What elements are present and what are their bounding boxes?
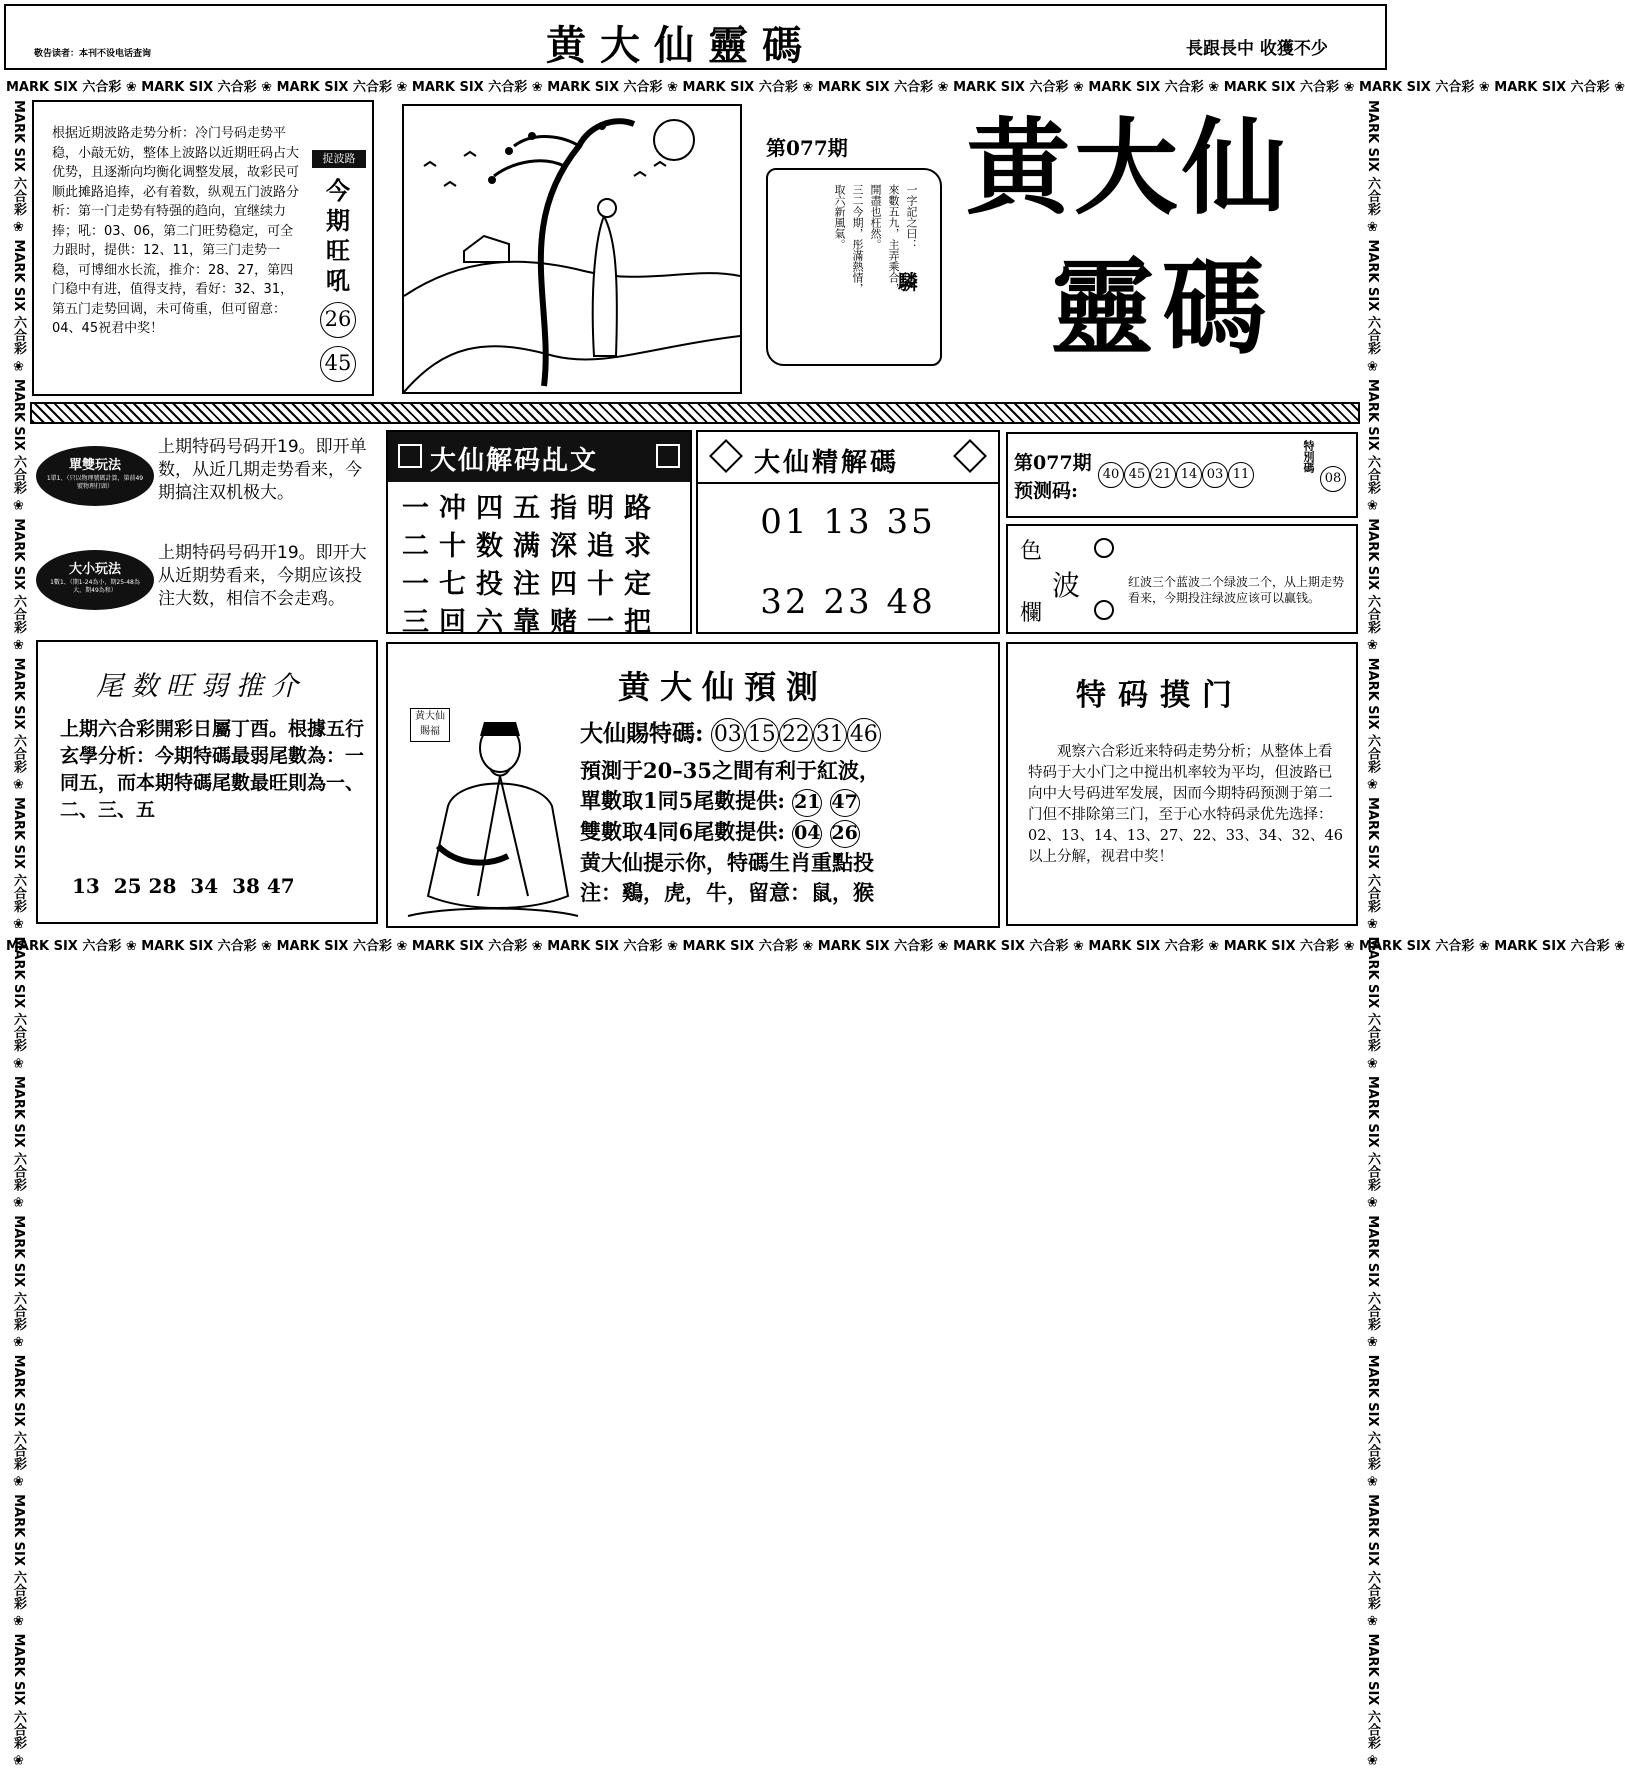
scroll-char: 驎 xyxy=(898,270,918,294)
forecast-box xyxy=(1006,432,1358,518)
hatched-divider xyxy=(30,402,1360,424)
frame-icon xyxy=(656,444,680,468)
illustration-box xyxy=(402,104,742,394)
door-box xyxy=(1006,642,1358,926)
gift-row xyxy=(580,718,990,752)
gift-number: 46 xyxy=(847,718,881,752)
riddle-line: 三回六靠赌一把 xyxy=(402,607,661,638)
big-small-badge xyxy=(36,550,154,610)
riddle-header xyxy=(388,432,690,482)
scroll-col: 三二今期，彤滿熱情， xyxy=(851,184,864,294)
wave-analysis-text: 根据近期波路走势分析：冷门号码走势平稳，小敲无妨，整体上波路以近期旺码占大优势，且逐渐向均衡化调整发展，故彩民可顺此摊路追捧，必有着数，纵观五门波路分析：第一门走势有特强的趋向，宜继续力捧；吼：03、06，第二门旺势稳定，可全力跟时，提供：12、11，第三门走势一稳，可博细水长流，推介：28、27，第四门稳中有进，值得支持，看好：32、31，第五门走势回调，未可倚重，但可留意：04、45祝君中奖！ xyxy=(52,126,300,336)
side-char: 今 xyxy=(326,176,350,205)
color-wave-char: 色 xyxy=(1020,539,1043,564)
logo-line-1: 黄大仙 xyxy=(966,106,1291,229)
forecast-number: 40 xyxy=(1098,462,1124,488)
gift-label: 大仙賜特碼: xyxy=(580,720,704,747)
wave-tag: 捉波路 xyxy=(312,150,366,168)
prediction-content xyxy=(580,718,990,908)
scroll-col: 開盡也枉然。 xyxy=(869,184,882,250)
riddle-lines xyxy=(402,490,661,642)
forecast-number: 45 xyxy=(1124,462,1150,488)
border-bottom: MARK SIX 六合彩 ❀ MARK SIX 六合彩 ❀ MARK SIX 六合彩 ❀ MARK SIX 六合彩 ❀ MARK SIX 六合彩 ❀ MARK SIX 六合彩 ❀ MARK SIX 六合彩 ❀ MARK SIX 六合彩 ❀ MARK SIX 六合彩 ❀ MARK SIX 六合彩 ❀ MARK SIX 六合彩 ❀ MARK SIX 六合彩 ❀ xyxy=(6,939,1625,954)
forecast-number: 11 xyxy=(1228,462,1254,488)
riddle-box xyxy=(386,430,692,638)
issue-label: 第077期 xyxy=(766,136,848,160)
odd-even-badge-label: 單雙玩法 xyxy=(68,458,121,473)
riddle-line: 一七投注四十定 xyxy=(402,569,661,600)
precise-row-2: 32 23 48 xyxy=(760,582,936,622)
prediction-line-1: 預測于20–35之間有利于紅波， xyxy=(580,758,880,783)
prediction-box xyxy=(386,642,1000,928)
border-right: MARK SIX 六合彩 ❀ MARK SIX 六合彩 ❀ MARK SIX 六合彩 ❀ MARK SIX 六合彩 ❀ MARK SIX 六合彩 ❀ MARK SIX 六合彩 ❀ MARK SIX 六合彩 ❀ MARK SIX 六合彩 ❀ MARK SIX 六合彩 ❀ MARK SIX 六合彩 ❀ MARK SIX 六合彩 ❀ MARK SIX 六合彩 ❀ xyxy=(1365,100,1380,1768)
forecast-issue: 第077期 xyxy=(1014,452,1092,474)
wave-number-1: 26 xyxy=(320,302,356,338)
frame-icon xyxy=(398,444,422,468)
wave-side-chars xyxy=(318,176,358,296)
side-char: 旺 xyxy=(326,236,350,265)
gift-number: 22 xyxy=(779,718,813,752)
color-wave-box xyxy=(1006,524,1358,634)
odd-even-badge xyxy=(36,446,154,506)
tail-title: 尾数旺弱推介 xyxy=(96,671,306,702)
color-wave-char: 波 xyxy=(1052,569,1081,602)
scroll xyxy=(766,168,942,366)
odd-label: 單數取1同5尾數提供: xyxy=(580,788,785,813)
odd-row xyxy=(580,786,990,817)
prediction-line-4: 黄大仙提示你，特碼生肖重點投 xyxy=(580,850,874,875)
forecast-number: 21 xyxy=(1150,462,1176,488)
odd-even-text: 上期特码号码开19。即开单数，从近几期走势看来，今期搞注双机极大。 xyxy=(158,437,367,503)
scroll-col: 一字記之曰： xyxy=(905,184,918,250)
diamond-icon xyxy=(709,439,743,473)
door-title: 特码摸门 xyxy=(1076,678,1244,713)
gift-number: 03 xyxy=(711,718,745,752)
even-number: 04 xyxy=(792,820,822,848)
special-number: 08 xyxy=(1320,466,1346,492)
circle-icon xyxy=(1094,600,1114,620)
border-left: MARK SIX 六合彩 ❀ MARK SIX 六合彩 ❀ MARK SIX 六合彩 ❀ MARK SIX 六合彩 ❀ MARK SIX 六合彩 ❀ MARK SIX 六合彩 ❀ MARK SIX 六合彩 ❀ MARK SIX 六合彩 ❀ MARK SIX 六合彩 ❀ MARK SIX 六合彩 ❀ MARK SIX 六合彩 ❀ MARK SIX 六合彩 ❀ xyxy=(11,100,26,1768)
odd-number: 47 xyxy=(830,789,860,817)
big-small-badge-note: 1數1、（期1-24為小，期25-48為大，期49為和） xyxy=(50,579,140,594)
forecast-number: 03 xyxy=(1202,462,1228,488)
odd-even-badge-note: 1單1、（只以物理號碼計算，第前49號物理打頭） xyxy=(46,475,144,490)
forecast-number: 14 xyxy=(1176,462,1202,488)
logo-line-2: 靈碼 xyxy=(1050,246,1275,369)
precise-title: 大仙精解碼 xyxy=(754,448,900,478)
forecast-numbers xyxy=(1098,462,1254,488)
seal-text-2: 賜福 xyxy=(420,726,440,737)
big-small-text: 上期特码号码开19。即开大从近期势看来，今期应该投注大数，相信不会走鸡。 xyxy=(158,543,367,609)
notice-text: 敬告读者：本刊不设电话查询 xyxy=(34,49,152,59)
even-row xyxy=(580,817,990,848)
slogan: 長跟長中 收獲不少 xyxy=(1186,39,1328,59)
precise-box xyxy=(696,430,1000,634)
color-wave-text: 红波三个蓝波二个绿波二个，从上期走势看来，今期投注绿波应该可以赢钱。 xyxy=(1128,575,1345,605)
gift-number: 15 xyxy=(745,718,779,752)
wave-number-2: 45 xyxy=(320,346,356,382)
scroll-col: 取六新風氣。 xyxy=(833,184,846,250)
forecast-label: 预测码: xyxy=(1014,480,1079,502)
seal-text: 黄大仙 xyxy=(415,711,445,722)
scroll-col: 來數五九，主弄乘合， xyxy=(887,184,900,294)
wave-analysis-box xyxy=(32,100,374,396)
even-label: 雙數取4同6尾數提供: xyxy=(580,819,785,844)
logo xyxy=(960,100,1340,390)
sage-figure-illustration xyxy=(408,716,578,922)
prediction-line-5: 注：鷄，虎，牛，留意：鼠，猴 xyxy=(580,880,874,905)
door-text: 观察六合彩近来特码走势分析；从整体上看特码于大小门之中搅出机率较为平均，但波路已向中大号码进军发展，因而今期特码预测于第二门但不排除第三门，至于心水特码录优先选择：02、13、14、13、27、22、33、34、32、46以上分解，视君中奖！ xyxy=(1028,744,1344,865)
diamond-icon xyxy=(953,439,987,473)
odd-number: 21 xyxy=(792,789,822,817)
header-bar xyxy=(4,4,1387,70)
sage-landscape-illustration xyxy=(404,106,740,392)
precise-row-1: 01 13 35 xyxy=(760,502,936,542)
circle-icon xyxy=(1094,538,1114,558)
border-top: MARK SIX 六合彩 ❀ MARK SIX 六合彩 ❀ MARK SIX 六合彩 ❀ MARK SIX 六合彩 ❀ MARK SIX 六合彩 ❀ MARK SIX 六合彩 ❀ MARK SIX 六合彩 ❀ MARK SIX 六合彩 ❀ MARK SIX 六合彩 ❀ MARK SIX 六合彩 ❀ MARK SIX 六合彩 ❀ MARK SIX 六合彩 ❀ xyxy=(6,80,1625,95)
precise-header xyxy=(698,432,998,484)
riddle-line: 一冲四五指明路 xyxy=(402,493,661,524)
special-label: 特別碼 xyxy=(1302,440,1315,473)
riddle-title: 大仙解码乩文 xyxy=(430,446,599,476)
gift-number: 31 xyxy=(813,718,847,752)
tail-box xyxy=(36,640,378,924)
tail-numbers: 13 25 28 34 38 47 xyxy=(72,874,295,898)
color-wave-char: 欄 xyxy=(1020,601,1043,626)
side-char: 期 xyxy=(326,206,350,235)
page-title: 黄大仙靈碼 xyxy=(546,22,816,69)
tail-text: 上期六合彩開彩日屬丁酉。根據五行玄學分析：今期特碼最弱尾數為：一同五，而本期特碼尾數最旺則為一、二、三、五 xyxy=(60,718,365,821)
riddle-line: 二十数满深追求 xyxy=(402,531,661,562)
side-char: 吼 xyxy=(326,266,350,295)
big-small-badge-label: 大小玩法 xyxy=(68,562,121,577)
even-number: 26 xyxy=(830,820,860,848)
prediction-title: 黄大仙預測 xyxy=(618,668,829,706)
